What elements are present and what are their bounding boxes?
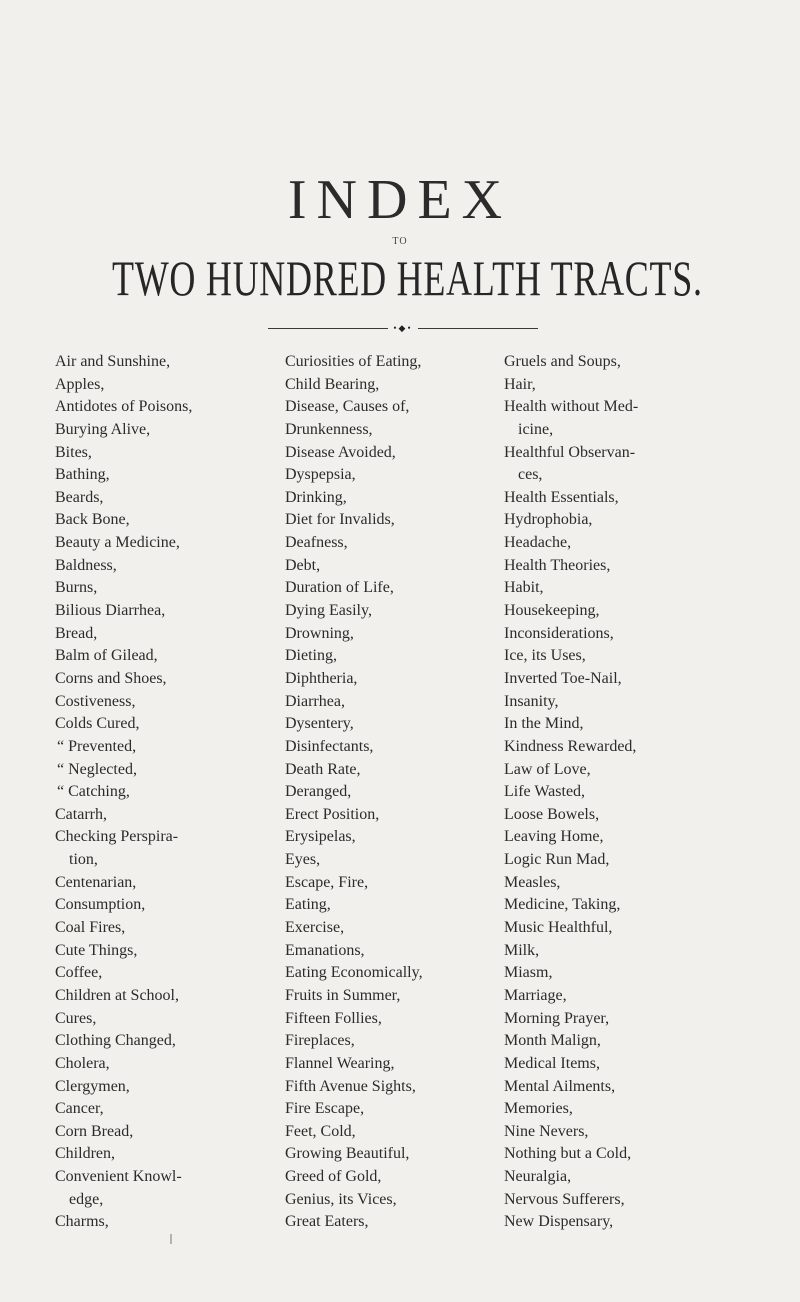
index-entry: Diet for Invalids,	[285, 511, 395, 529]
index-entry: Air and Sunshine,	[55, 353, 171, 370]
index-entry: Antidotes of Poisons,	[55, 398, 193, 416]
index-entry: ces,	[518, 466, 543, 484]
index-entry: Dieting,	[285, 647, 337, 665]
index-entry: Children,	[55, 1145, 115, 1163]
title-connector: TO	[392, 236, 408, 247]
index-entry: Coffee,	[55, 964, 103, 982]
index-entry: Feet, Cold,	[285, 1122, 356, 1140]
index-entry: Curiosities of Eating,	[285, 353, 422, 370]
index-entry: Hair,	[504, 375, 536, 393]
index-entry: Cancer,	[55, 1100, 104, 1118]
index-entry: Genius, its Vices,	[285, 1190, 397, 1208]
index-entry: Checking Perspira-	[55, 828, 179, 846]
index-entry: Drinking,	[285, 488, 347, 506]
index-entry: Habit,	[504, 579, 544, 597]
index-entry: Marriage,	[504, 986, 567, 1004]
index-entry: Leaving Home,	[504, 828, 604, 846]
index-entry: edge,	[69, 1190, 104, 1208]
index-entry: Coal Fires,	[55, 919, 126, 937]
index-entry: Health Theories,	[504, 556, 611, 574]
index-entry: Fruits in Summer,	[285, 986, 401, 1004]
index-entry: Child Bearing,	[285, 375, 380, 393]
index-entry: Corn Bread,	[55, 1122, 134, 1140]
index-entry: Deranged,	[285, 783, 352, 801]
index-entry: Fireplaces,	[285, 1032, 355, 1050]
index-entry: Burying Alive,	[55, 420, 151, 438]
index-entry: Nervous Sufferers,	[504, 1190, 625, 1208]
index-entry: Centenarian,	[55, 873, 137, 891]
index-entry: Erect Position,	[285, 805, 380, 823]
index-entry: Life Wasted,	[504, 783, 586, 801]
index-entry: Greed of Gold,	[285, 1168, 382, 1186]
index-entry: Health without Med-	[504, 398, 639, 416]
index-entry: Cute Things,	[55, 941, 138, 959]
index-column-3	[504, 351, 734, 1234]
index-entry: Nothing but a Cold,	[504, 1145, 632, 1163]
index-entry: New Dispensary,	[504, 1213, 614, 1231]
index-entry: Corns and Shoes,	[55, 669, 167, 687]
index-entry: Back Bone,	[55, 511, 130, 529]
index-entry: Apples,	[55, 375, 105, 393]
index-entry: Morning Prayer,	[504, 1009, 610, 1027]
index-entry: Eyes,	[285, 851, 321, 869]
index-column-2	[285, 351, 515, 1234]
index-entry: Exercise,	[285, 919, 345, 937]
index-entry: Great Eaters,	[285, 1213, 369, 1231]
index-entry: Milk,	[504, 941, 540, 959]
index-entry: Deafness,	[285, 534, 348, 552]
index-entry: Baldness,	[55, 556, 117, 574]
index-entry: Health Essentials,	[504, 488, 619, 506]
book-title: TWO HUNDRED HEALTH TRACTS.	[112, 250, 703, 306]
index-entry: Medical Items,	[504, 1054, 600, 1072]
index-entry: Flannel Wearing,	[285, 1054, 395, 1072]
index-entry: Memories,	[504, 1100, 573, 1118]
index-entry: Inconsiderations,	[504, 624, 614, 642]
index-entry: Cures,	[55, 1009, 97, 1027]
index-entry: Cholera,	[55, 1054, 110, 1072]
index-entry: Balm of Gilead,	[55, 647, 158, 665]
index-entry: Bilious Diarrhea,	[55, 602, 166, 620]
index-entry: Drunkenness,	[285, 420, 373, 438]
index-entry: Convenient Knowl-	[55, 1168, 182, 1186]
index-entry: Housekeeping,	[504, 602, 600, 620]
index-entry: Escape, Fire,	[285, 873, 369, 891]
index-entry: Emanations,	[285, 941, 365, 959]
index-entry: Disease, Causes of,	[285, 398, 410, 416]
index-entry: Fifth Avenue Sights,	[285, 1077, 416, 1095]
index-entry: Debt,	[285, 556, 321, 574]
index-entry: Loose Bowels,	[504, 805, 600, 823]
index-entry: Disinfectants,	[285, 737, 374, 755]
index-entry: Costiveness,	[55, 692, 136, 710]
index-entry: Neuralgia,	[504, 1168, 572, 1186]
index-entry: Dyspepsia,	[285, 466, 356, 484]
index-entry: Fire Escape,	[285, 1100, 365, 1118]
index-entry: Hydrophobia,	[504, 511, 593, 529]
index-entry: Diphtheria,	[285, 669, 358, 687]
index-entry: Eating Economically,	[285, 964, 423, 982]
index-entry: Gruels and Soups,	[504, 353, 621, 370]
index-entry: Beards,	[55, 488, 104, 506]
index-entry: “ Prevented,	[57, 737, 137, 755]
index-entry: Mental Ailments,	[504, 1077, 616, 1095]
index-entry: Beauty a Medicine,	[55, 534, 180, 552]
index-entry: icine,	[518, 420, 554, 438]
index-entry: Headache,	[504, 534, 572, 552]
index-entry: Ice, its Uses,	[504, 647, 586, 665]
index-entry: Bathing,	[55, 466, 110, 484]
index-entry: Burns,	[55, 579, 98, 597]
index-entry: Music Healthful,	[504, 919, 613, 937]
index-entry: Erysipelas,	[285, 828, 356, 846]
index-entry: “ Catching,	[57, 783, 130, 801]
index-column-1	[55, 351, 285, 1234]
index-entry: Dysentery,	[285, 715, 354, 733]
index-entry: Bread,	[55, 624, 98, 642]
index-entry: Clothing Changed,	[55, 1032, 176, 1050]
index-entry: Colds Cured,	[55, 715, 140, 733]
index-entry: Diarrhea,	[285, 692, 345, 710]
index-entry: Kindness Rewarded,	[504, 737, 637, 755]
index-entry: Growing Beautiful,	[285, 1145, 410, 1163]
index-entry: Drowning,	[285, 624, 354, 642]
index-entry: Month Malign,	[504, 1032, 601, 1050]
index-entry: Nine Nevers,	[504, 1122, 589, 1140]
index-entry: “ Neglected,	[57, 760, 137, 778]
index-entry: Medicine, Taking,	[504, 896, 621, 914]
index-entry: Disease Avoided,	[285, 443, 396, 461]
index-entry: Eating,	[285, 896, 331, 914]
ink-mark	[170, 1234, 172, 1244]
ornament-icon: •◆•	[388, 324, 418, 333]
index-columns	[55, 351, 775, 1281]
index-entry: Logic Run Mad,	[504, 851, 610, 869]
index-entry: Dying Easily,	[285, 602, 372, 620]
index-entry: Law of Love,	[504, 760, 591, 778]
index-title: INDEX	[287, 169, 513, 231]
index-entry: Clergymen,	[55, 1077, 130, 1095]
index-entry: Charms,	[55, 1213, 109, 1231]
index-entry: Catarrh,	[55, 805, 107, 823]
index-entry: Death Rate,	[285, 760, 361, 778]
index-entry: Measles,	[504, 873, 561, 891]
index-entry: Bites,	[55, 443, 92, 461]
index-entry: Children at School,	[55, 986, 179, 1004]
index-entry: Miasm,	[504, 964, 553, 982]
index-entry: In the Mind,	[504, 715, 584, 733]
index-entry: Healthful Observan-	[504, 443, 636, 461]
index-entry: tion,	[69, 851, 98, 869]
index-entry: Consumption,	[55, 896, 146, 914]
index-entry: Inverted Toe-Nail,	[504, 669, 622, 687]
index-entry: Fifteen Follies,	[285, 1009, 382, 1027]
index-entry: Insanity,	[504, 692, 559, 710]
index-entry: Duration of Life,	[285, 579, 394, 597]
